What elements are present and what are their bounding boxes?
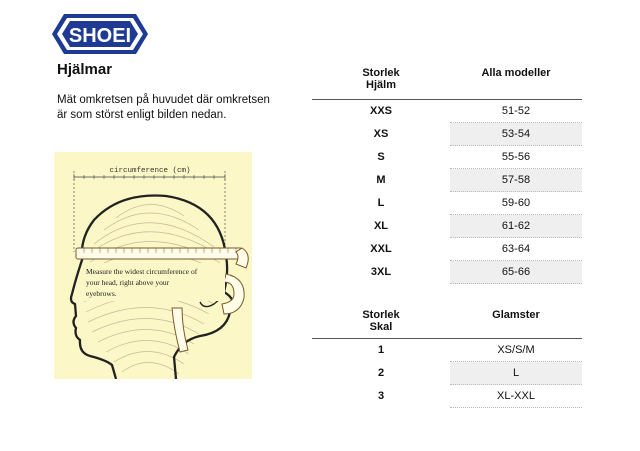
shell-size-table (312, 309, 582, 408)
instruction-line-2: your head, right above your (86, 278, 170, 287)
table-row: 3 XL-XXL (312, 385, 582, 408)
table-row: XS 53-54 (312, 123, 582, 146)
table-row: S 55-56 (312, 146, 582, 169)
helmet-models-header: Alla modeller (481, 67, 551, 79)
shell-glamster-header: Glamster (492, 309, 540, 321)
shoei-logo (50, 12, 150, 56)
table-row: 3XL 65-66 (312, 261, 582, 284)
shell-size-header: Storlek Skal (362, 309, 400, 333)
table-row: 2 L (312, 362, 582, 385)
instruction-line-1: Measure the widest circumference of (86, 267, 198, 276)
table-row: M 57-58 (312, 169, 582, 192)
table-row: 1 XS/S/M (312, 339, 582, 362)
table-row: XXL 63-64 (312, 238, 582, 261)
head-measurement-diagram (54, 152, 252, 379)
instruction-line-3: eyebrows. (86, 289, 117, 298)
table-row: XL 61-62 (312, 215, 582, 238)
scale-label: circumference (cm) (109, 167, 191, 175)
intro-text: Mät omkretsen på huvudet där omkretsen är som störst enligt bilden nedan. (57, 94, 270, 121)
helmet-size-header: Storlek Hjälm (362, 67, 400, 91)
table-row: XXS 51-52 (312, 100, 582, 123)
table-row: L 59-60 (312, 192, 582, 215)
page-title: Hjälmar (57, 61, 113, 78)
helmet-size-table (312, 67, 582, 284)
logo-text: SHOEI (68, 25, 132, 47)
